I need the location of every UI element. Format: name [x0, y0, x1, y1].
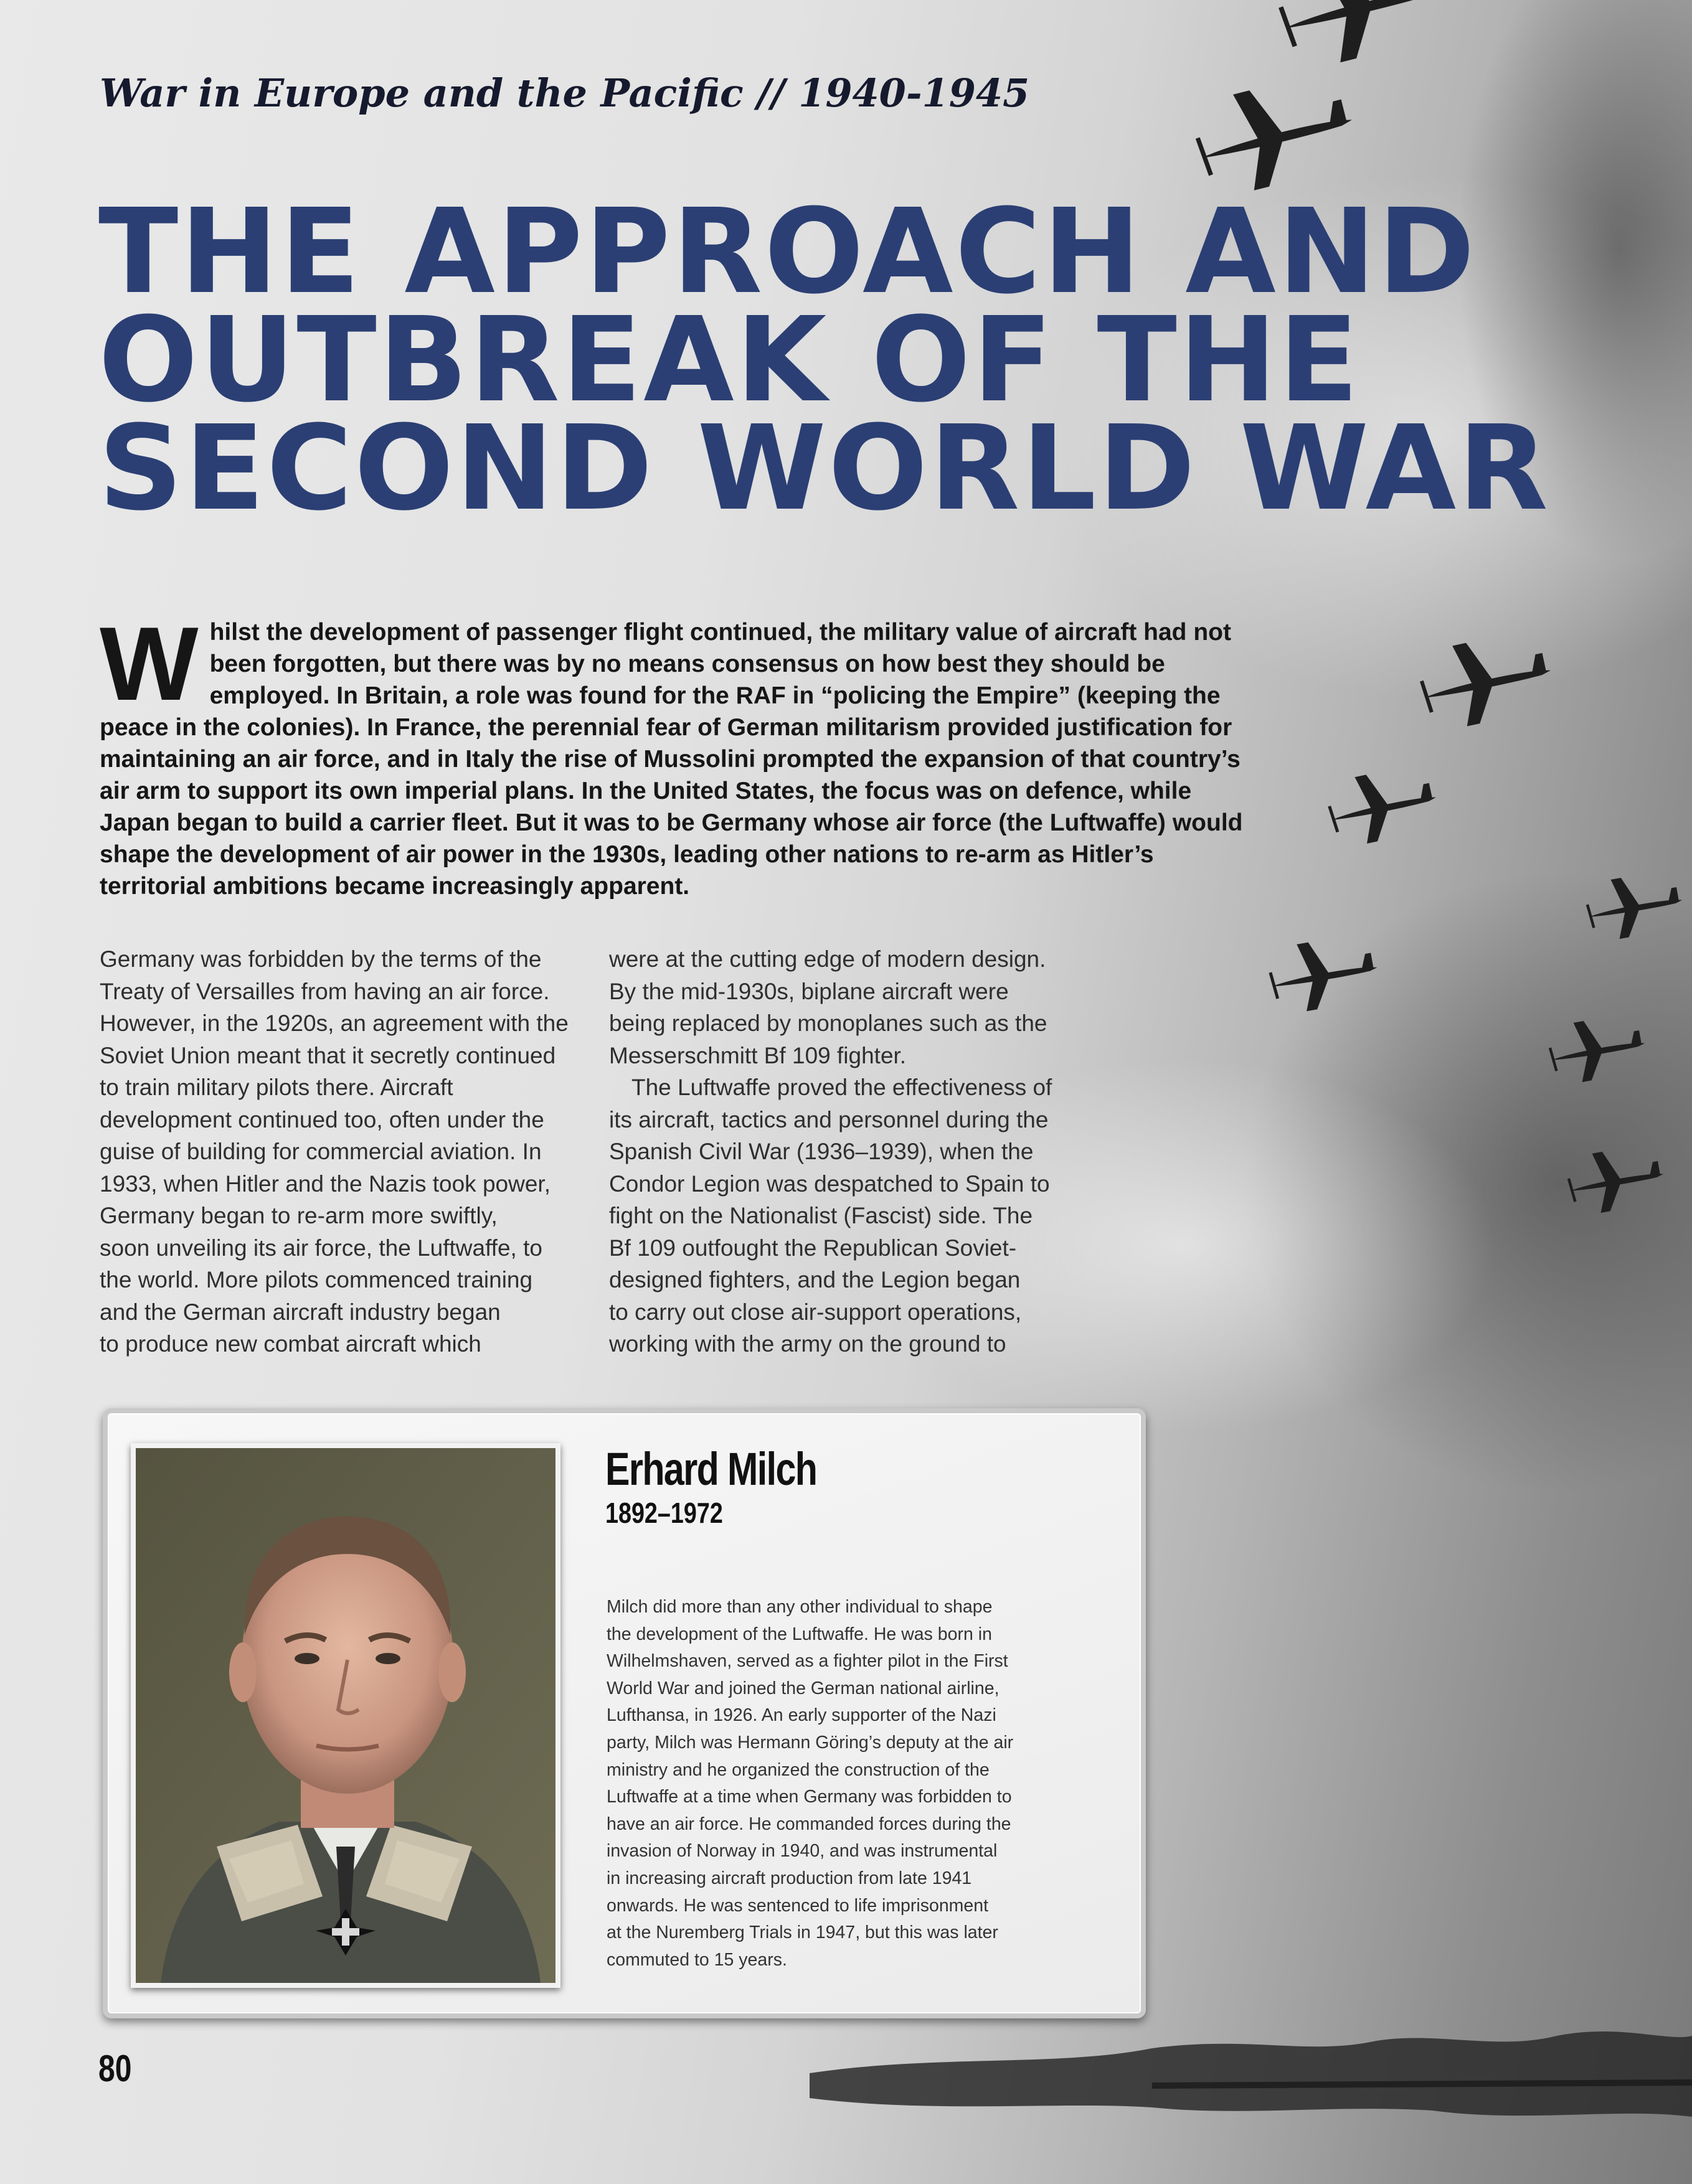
bio-line: ministry and he organized the construction of the: [607, 1759, 990, 1780]
intro-paragraph: [100, 605, 1245, 902]
profile-biography: [607, 1594, 1117, 1974]
bio-line: invasion of Norway in 1940, and was instrumental: [607, 1841, 998, 1862]
page-headline: [98, 184, 1655, 537]
intro-text: hilst the development of passenger flight continued, the military value of aircraft had not been forgotten, but there was by no means consensus on how best they should be employed. In Britain, a role was found for the RAF in “policing the Empire” (keeping the peace in the colonies). In France, the perennial fear of German militarism provided justification for maintaining an air force, and in Italy the rise of Mussolini prompted the expansion of that country’s air arm to support its own imperial plans. In the United States, the focus was on defence, while Japan began to build a carrier fleet. But it was to be Germany whose air force (the Luftwaffe) would shape the development of air power in the 1930s, leading other nations to re-arm as Hitler’s territorial ambitions became increasingly apparent.: [100, 619, 1243, 900]
bio-line: the development of the Luftwaffe. He was born in: [607, 1624, 992, 1644]
body-line: to train military pilots there. Aircraft: [100, 1075, 453, 1100]
headline-line-3: SECOND WORLD WAR: [98, 400, 1550, 537]
body-line: being replaced by monoplanes such as the: [609, 1010, 1047, 1036]
body-line: development continued too, often under the: [100, 1106, 544, 1132]
body-line: and the German aircraft industry began: [100, 1299, 501, 1325]
drop-cap: W: [100, 605, 199, 722]
body-line: Condor Legion was despatched to Spain to: [609, 1170, 1050, 1197]
bio-line: party, Milch was Hermann Göring’s deputy at the air: [607, 1732, 1014, 1753]
body-line: fight on the Nationalist (Fascist) side. The: [609, 1203, 1033, 1228]
page-number: 80: [98, 2048, 132, 2089]
profile-dates: 1892–1972: [605, 1497, 723, 1529]
profile-name: Erhard Milch: [605, 1443, 817, 1495]
body-line: soon unveiling its air force, the Luftwaffe, to: [100, 1235, 542, 1261]
bio-line: onwards. He was sentenced to life imprisonment: [607, 1895, 989, 1916]
body-line: Messerschmitt Bf 109 fighter.: [609, 1042, 907, 1068]
body-column-1: [100, 943, 585, 1360]
body-line: to carry out close air-support operations,: [609, 1299, 1022, 1325]
bio-line: Luftwaffe at a time when Germany was forbidden to: [607, 1787, 1012, 1807]
section-kicker: War in Europe and the Pacific // 1940-1945: [100, 70, 1030, 116]
body-line: 1933, when Hitler and the Nazis took power,: [100, 1170, 551, 1197]
bio-line: Lufthansa, in 1926. An early supporter of the Nazi: [607, 1705, 996, 1726]
body-line: were at the cutting edge of modern design.: [609, 946, 1046, 972]
body-column-2: [609, 943, 1095, 1360]
body-line: Spanish Civil War (1936–1939), when the: [609, 1139, 1034, 1164]
body-line: The Luftwaffe proved the effectiveness of: [631, 1075, 1052, 1100]
body-line: Germany was forbidden by the terms of the: [100, 946, 542, 972]
bio-line: Milch did more than any other individual to shape: [607, 1597, 993, 1617]
body-line: Treaty of Versailles from having an air force.: [100, 978, 550, 1004]
body-line: guise of building for commercial aviation. In: [100, 1139, 542, 1164]
bio-line: World War and joined the German national airline,: [607, 1678, 1000, 1698]
body-line: designed fighters, and the Legion began: [609, 1267, 1021, 1292]
body-line: Germany began to re-arm more swiftly,: [100, 1203, 498, 1228]
bio-line: Wilhelmshaven, served as a fighter pilot in the First: [607, 1651, 1008, 1672]
bio-line: commuted to 15 years.: [607, 1949, 787, 1970]
body-line: working with the army on the ground to: [609, 1331, 1006, 1357]
headline-line-1: THE APPROACH AND: [98, 184, 1477, 320]
body-line: However, in the 1920s, an agreement with the: [100, 1010, 569, 1036]
body-line: to produce new combat aircraft which: [100, 1331, 481, 1357]
bio-line: at the Nuremberg Trials in 1947, but this was later: [607, 1923, 998, 1943]
bio-line: in increasing aircraft production from late 1941: [607, 1868, 972, 1888]
body-line: Bf 109 outfought the Republican Soviet-: [609, 1235, 1017, 1261]
portrait-photo: [131, 1443, 560, 1988]
body-line: the world. More pilots commenced training: [100, 1267, 533, 1292]
body-line: By the mid-1930s, biplane aircraft were: [609, 978, 1009, 1004]
headline-line-2: OUTBREAK OF THE: [98, 292, 1361, 428]
bio-line: have an air force. He commanded forces during the: [607, 1814, 1011, 1834]
body-line: its aircraft, tactics and personnel during the: [609, 1106, 1049, 1132]
body-line: Soviet Union meant that it secretly continued: [100, 1042, 556, 1068]
